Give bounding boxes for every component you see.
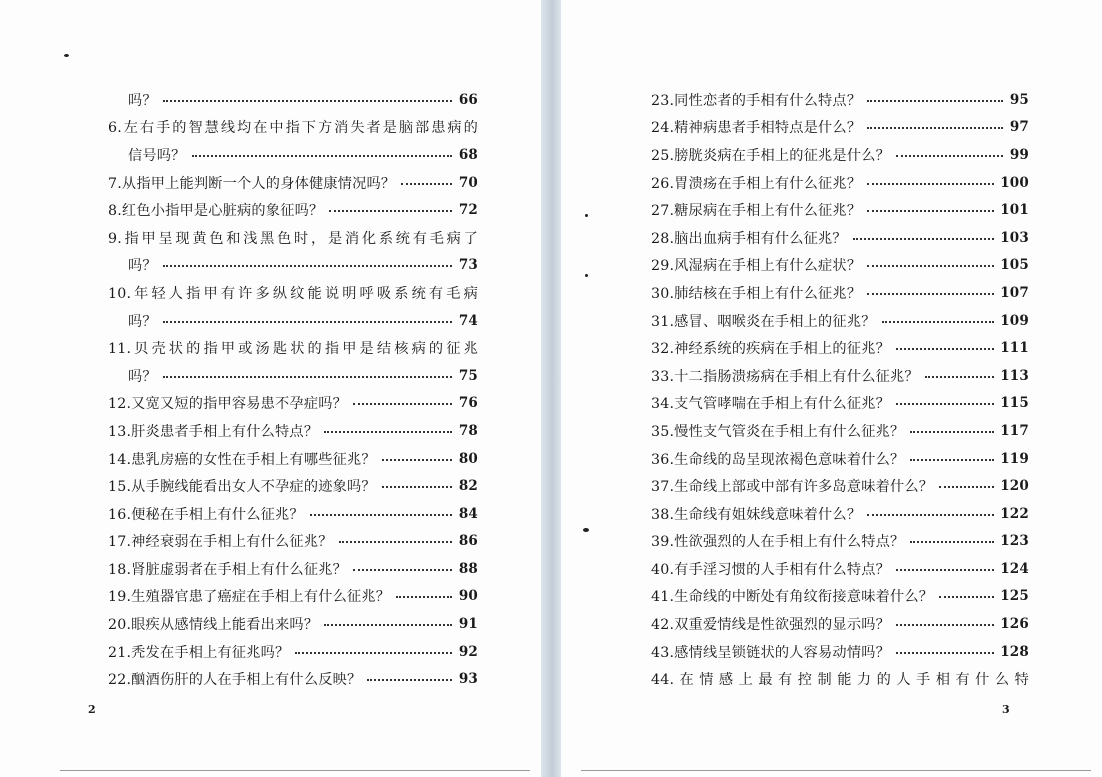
toc-entry-title: 吗？ [128,258,157,275]
dot-leader [896,348,994,350]
left-page [0,0,541,777]
toc-entry-title: 9.指甲呈现黄色和浅黑色时，是消化系统有毛病了 [108,230,478,247]
dot-leader [867,293,994,295]
toc-entry-page-number: 93 [458,671,478,688]
toc-entry-title: 20.眼疾从感情线上能看出来吗？ [108,617,319,634]
toc-entry [651,610,1029,638]
dot-leader [867,183,994,185]
toc-entry-title: 15.从手腕线能看出女人不孕症的迹象吗？ [108,479,376,496]
dot-leader [324,431,452,433]
dot-leader [192,155,452,157]
toc-entry [108,362,478,390]
toc-entry-title: 22.酗酒伤肝的人在手相上有什么反映？ [108,672,362,689]
toc-entry-page-number: 84 [458,505,478,522]
dot-leader [867,210,994,212]
scan-speck [64,54,69,57]
toc-entry [108,279,478,307]
toc-entry [108,555,478,583]
toc-entry-title: 14.患乳房癌的女性在手相上有哪些征兆？ [108,451,376,468]
toc-entry [108,141,478,169]
toc-entry-page-number: 92 [458,643,478,660]
toc-entry [651,362,1029,390]
dot-leader [939,596,994,598]
dot-leader [882,321,995,323]
toc-entry-page-number: 120 [1000,478,1029,495]
toc-entry-page-number: 115 [1000,395,1029,412]
toc-entry [651,114,1029,142]
dot-leader [896,155,1003,157]
toc-entry [651,445,1029,473]
dot-leader [910,431,994,433]
dot-leader [382,486,452,488]
dot-leader [925,376,994,378]
toc-entry [651,307,1029,335]
dot-leader [310,514,452,516]
toc-entry-title: 16.便秘在手相上有什么征兆？ [108,506,304,523]
dot-leader [910,459,994,461]
toc-entry-title: 36.生命线的岛呈现浓褐色意味着什么？ [651,451,905,468]
toc-entry-page-number: 90 [458,588,478,605]
toc-entry [108,528,478,556]
dot-leader [910,541,994,543]
dot-leader [853,238,994,240]
dot-leader [163,376,452,378]
toc-entry-page-number: 82 [458,478,478,495]
toc-entry-page-number: 113 [1000,367,1029,384]
toc-entry-title: 6.左右手的智慧线均在中指下方消失者是脑部患病的 [108,120,478,137]
toc-entry [108,638,478,666]
toc-entry [651,665,1029,693]
toc-entry-page-number: 125 [1000,588,1029,605]
toc-entry [108,169,478,197]
toc-entry-title: 26.胃溃疡在手相上有什么征兆？ [651,175,862,192]
toc-entry [108,307,478,335]
toc-entry-page-number: 74 [458,312,478,329]
toc-entry-page-number: 109 [1000,312,1029,329]
toc-entry [651,555,1029,583]
dot-leader [163,100,452,102]
toc-entry-title: 29.风湿病在手相上有什么症状？ [651,258,862,275]
dot-leader [295,652,452,654]
toc-entry-title: 吗？ [128,368,157,385]
scan-edge-line [60,770,530,771]
toc-entry-title: 35.慢性支气管炎在手相上有什么征兆？ [651,423,905,440]
toc-entry-title: 7.从指甲上能判断一个人的身体健康情况吗？ [108,175,396,192]
toc-entry [108,114,478,142]
toc-entry [651,196,1029,224]
toc-entry-page-number: 111 [1000,340,1029,357]
toc-entry-title: 39.性欲强烈的人在手相上有什么特点？ [651,534,905,551]
toc-entry-title: 吗？ [128,313,157,330]
toc-entry [108,665,478,693]
toc-entry-page-number: 122 [1000,505,1029,522]
toc-entry-page-number: 72 [458,202,478,219]
toc-entry-title: 41.生命线的中断处有角纹衔接意味着什么？ [651,589,934,606]
dot-leader [867,127,1003,129]
toc-entry-page-number: 95 [1009,91,1029,108]
dot-leader [382,459,452,461]
toc-entry [651,472,1029,500]
toc-entry-page-number: 105 [1000,257,1029,274]
toc-entry [651,390,1029,418]
toc-entry-page-number: 100 [1000,174,1029,191]
dot-leader [896,403,994,405]
toc-entry-title: 38.生命线有姐妹线意味着什么？ [651,506,862,523]
toc-entry-title: 21.秃发在手相上有征兆吗？ [108,644,290,661]
toc-entry-title: 27.糖尿病在手相上有什么征兆？ [651,203,862,220]
dot-leader [163,265,452,267]
toc-entry-page-number: 91 [458,616,478,633]
dot-leader [353,403,452,405]
toc-entry [651,500,1029,528]
toc-entry-page-number: 103 [1000,229,1029,246]
scan-speck [583,528,589,532]
toc-entry [108,224,478,252]
toc-entry-page-number: 70 [458,174,478,191]
toc-entry-page-number: 126 [1000,616,1029,633]
toc-entry-title: 10.年轻人指甲有许多纵纹能说明呼吸系统有毛病 [108,285,478,302]
dot-leader [896,624,994,626]
toc-entry-title: 吗？ [128,92,157,109]
toc-entry [108,500,478,528]
toc-entry-page-number: 123 [1000,533,1029,550]
toc-entry [108,86,478,114]
toc-entry-page-number: 80 [458,450,478,467]
scan-speck [585,274,588,277]
toc-entry [651,86,1029,114]
toc-entry-page-number: 119 [1000,450,1029,467]
toc-entry-title: 32.神经系统的疾病在手相上的征兆？ [651,341,890,358]
toc-entry-title: 17.神经衰弱在手相上有什么征兆？ [108,534,333,551]
toc-entry-title: 43.感情线呈锁链状的人容易动情吗？ [651,644,890,661]
toc-entry-page-number: 78 [458,422,478,439]
dot-leader [401,183,452,185]
toc-entry-title: 19.生殖器官患了癌症在手相上有什么征兆？ [108,589,391,606]
toc-entry [108,196,478,224]
toc-entry [651,417,1029,445]
toc-entry [651,334,1029,362]
toc-entry [651,638,1029,666]
toc-entry-page-number: 101 [1000,202,1029,219]
toc-entry-page-number: 99 [1009,146,1029,163]
toc-entry [651,252,1029,280]
dot-leader [939,486,994,488]
dot-leader [896,652,994,654]
toc-entry-page-number: 128 [1000,643,1029,660]
toc-entry-title: 18.肾脏虚弱者在手相上有什么征兆？ [108,561,347,578]
dot-leader [396,596,452,598]
toc-entry [651,169,1029,197]
right-page [561,0,1102,777]
scan-edge-line [581,770,1091,771]
page-gutter [541,0,561,777]
toc-entry-page-number: 68 [458,146,478,163]
toc-entry [651,528,1029,556]
dot-leader [163,321,452,323]
toc-list-left [108,86,478,693]
dot-leader [339,541,452,543]
toc-entry-title: 11.贝壳状的指甲或汤匙状的指甲是结核病的征兆 [108,341,478,358]
toc-entry [651,224,1029,252]
toc-entry-page-number: 66 [458,91,478,108]
toc-entry [108,583,478,611]
toc-entry [108,390,478,418]
toc-entry [108,610,478,638]
dot-leader [324,624,452,626]
toc-entry-title: 42.双重爱情线是性欲强烈的显示吗？ [651,617,890,634]
toc-entry-title: 28.脑出血病手相有什么征兆？ [651,230,847,247]
dot-leader [896,569,994,571]
toc-entry-page-number: 107 [1000,284,1029,301]
toc-entry [108,417,478,445]
toc-entry-title: 25.膀胱炎病在手相上的征兆是什么？ [651,147,890,164]
dot-leader [867,514,994,516]
scan-speck [585,214,588,217]
toc-entry-title: 33.十二指肠溃疡病在手相上有什么征兆？ [651,368,919,385]
toc-entry-title: 40.有手淫习惯的人手相有什么特点？ [651,561,890,578]
toc-entry-title: 30.肺结核在手相上有什么征兆？ [651,285,862,302]
toc-entry-title: 24.精神病患者手相特点是什么？ [651,120,862,137]
toc-entry-page-number: 124 [1000,560,1029,577]
page-number-right: 3 [1002,703,1010,716]
toc-entry [651,141,1029,169]
toc-entry-page-number: 117 [1000,422,1029,439]
toc-list-right [651,86,1029,693]
toc-entry [651,583,1029,611]
dot-leader [867,100,1003,102]
toc-entry-title: 31.感冒、咽喉炎在手相上的征兆？ [651,313,876,330]
toc-entry-title: 34.支气管哮喘在手相上有什么征兆？ [651,396,890,413]
toc-entry-title: 信号吗？ [128,147,186,164]
dot-leader [867,265,994,267]
toc-entry-page-number: 97 [1009,119,1029,136]
dot-leader [367,679,452,681]
toc-entry-page-number: 73 [458,257,478,274]
dot-leader [353,569,452,571]
toc-entry [108,334,478,362]
toc-entry-page-number: 75 [458,367,478,384]
toc-entry-page-number: 76 [458,395,478,412]
toc-entry-title: 8.红色小指甲是心脏病的象征吗？ [108,203,324,220]
toc-entry-title: 23.同性恋者的手相有什么特点？ [651,92,862,109]
toc-entry-title: 37.生命线上部或中部有许多岛意味着什么？ [651,479,934,496]
toc-entry-title: 13.肝炎患者手相上有什么特点？ [108,423,319,440]
toc-entry-title: 12.又宽又短的指甲容易患不孕症吗？ [108,396,347,413]
dot-leader [329,210,452,212]
toc-entry-title: 44.在情感上最有控制能力的人手相有什么特 [651,672,1029,689]
toc-entry-page-number: 86 [458,533,478,550]
toc-entry [651,279,1029,307]
page-number-left: 2 [88,703,96,716]
toc-entry [108,252,478,280]
toc-entry [108,472,478,500]
toc-entry-page-number: 88 [458,560,478,577]
toc-entry [108,445,478,473]
